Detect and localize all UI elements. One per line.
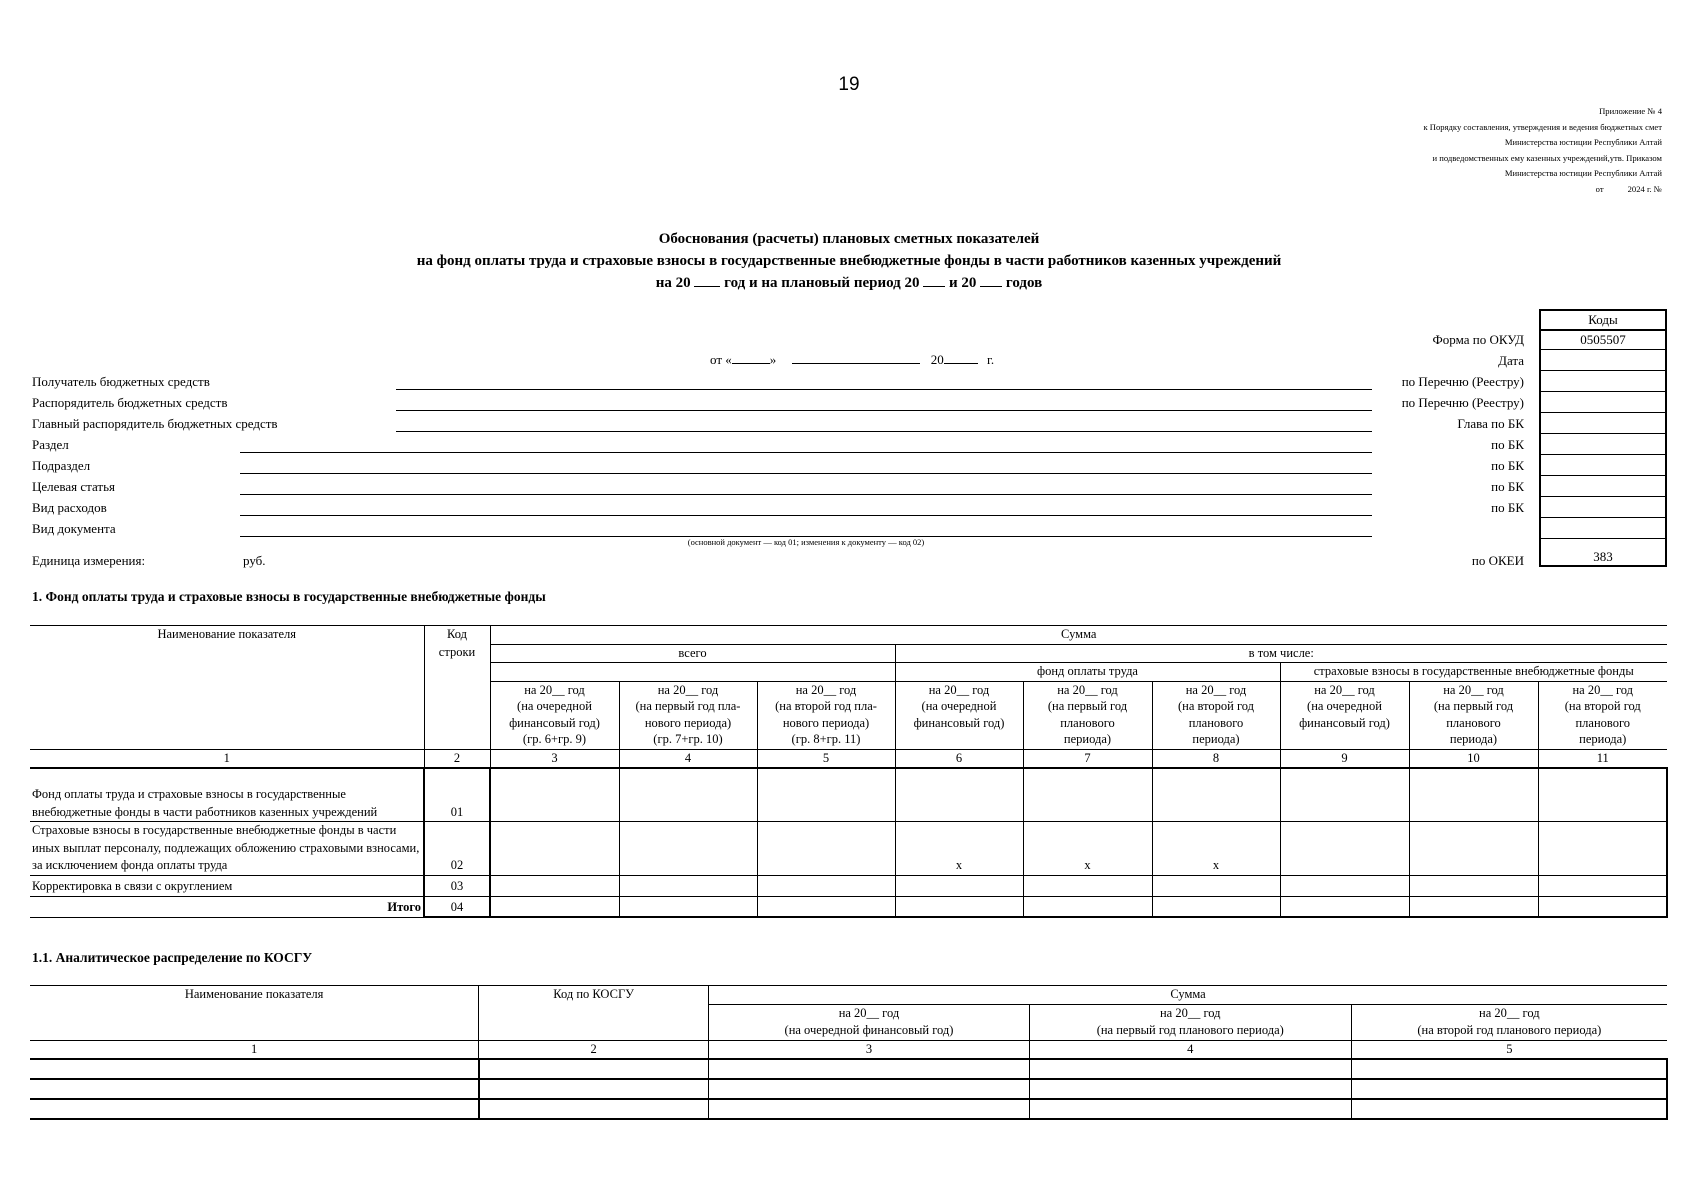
column-header: на 20__ год (на первый год планового периода) [1409,681,1538,749]
column-header: на 20__ год (на очередной финансовый год) [1280,681,1409,749]
value-cell[interactable] [1029,1099,1351,1119]
code-value[interactable] [1540,518,1666,539]
header-fot: фонд оплаты труда [895,663,1280,682]
code-value-okei[interactable]: 383 [1540,539,1666,567]
column-number: 5 [1351,1040,1667,1059]
row-code: 02 [424,822,490,876]
code-label: по Перечню (Реестру) [1401,395,1524,410]
header-sum: Сумма [490,626,1667,645]
header-code: Код строки [424,626,490,750]
section-1-title: 1. Фонд оплаты труда и страховые взносы в государственные внебюджетные фонды [32,589,546,604]
code-label: по ОКЕИ [1471,553,1524,568]
column-number: 3 [709,1040,1030,1059]
value-cell[interactable] [1409,875,1538,896]
column-header-period: (на очередной финансовый год) [709,1022,1030,1040]
value-cell[interactable] [479,1059,709,1079]
column-header: на 20__ год (на первый год планового периода) [1023,681,1152,749]
header-name: Наименование показателя [30,986,479,1041]
column-header: на 20__ год (на очередной финансовый год) (гр. 6+гр. 9) [490,681,619,749]
row-code: 01 [424,768,490,822]
field-label: Получатель бюджетных средств [32,374,210,389]
code-value[interactable] [1540,413,1666,434]
value-cell[interactable] [757,822,895,876]
value-cell[interactable] [1538,896,1667,917]
value-cell[interactable] [1538,822,1667,876]
value-cell[interactable] [479,1079,709,1099]
value-cell[interactable] [895,896,1023,917]
column-number: 2 [479,1040,709,1059]
column-number: 5 [757,749,895,768]
code-label: по БК [1491,458,1524,473]
title-line-3: на 20 год и на плановый период 20 и 20 годов [655,275,1043,291]
table-row [30,875,1667,896]
row-name: Фонд оплаты труда и страховые взносы в государственные внебюджетные фонды в части работников казенных учреждений [30,768,424,822]
value-cell[interactable] [1538,875,1667,896]
value-cell[interactable] [1409,896,1538,917]
appendix-block [1423,104,1662,197]
field-line[interactable] [396,431,1372,432]
code-label: по БК [1491,437,1524,452]
value-cell[interactable] [1152,875,1280,896]
code-value[interactable] [1540,434,1666,455]
value-cell[interactable] [1351,1079,1667,1099]
value-cell[interactable] [709,1059,1030,1079]
title-line-1: Обоснования (расчеты) плановых сметных показателей [658,231,1040,247]
column-number: 4 [1029,1040,1351,1059]
column-number: 6 [895,749,1023,768]
code-label: по БК [1491,500,1524,515]
value-cell[interactable] [1409,768,1538,822]
table-row [30,896,1667,917]
code-label: по Перечню (Реестру) [1401,374,1524,389]
header-name: Наименование показателя [30,626,424,750]
column-header: на 20__ год (на второй год планового периода) [1538,681,1667,749]
field-label: Целевая статья [32,479,116,494]
value-cell[interactable] [1023,896,1152,917]
field-label: Распорядитель бюджетных средств [32,395,228,410]
field-label: Подраздел [32,458,91,473]
table-row [30,1059,1667,1079]
page-number: 19 [838,74,860,95]
value-cell[interactable] [1023,768,1152,822]
value-cell[interactable] [1351,1099,1667,1119]
value-cell[interactable] [709,1079,1030,1099]
code-value[interactable] [1540,350,1666,371]
column-number: 7 [1023,749,1152,768]
value-cell[interactable] [490,768,619,822]
column-number: 11 [1538,749,1667,768]
header-insurance: страховые взносы в государственные внебюджетные фонды [1280,663,1667,682]
column-header-year: на 20__ год [1029,1004,1351,1022]
column-header: на 20__ год (на второй год планового периода) [1152,681,1280,749]
column-header-period: (на первый год планового периода) [1029,1022,1351,1040]
code-label: Дата [1498,353,1524,368]
column-number: 3 [490,749,619,768]
value-cell[interactable] [1152,896,1280,917]
value-cell[interactable]: х [1023,822,1152,876]
column-header: на 20__ год (на первый год пла- нового периода) (гр. 7+гр. 10) [619,681,757,749]
value-cell[interactable] [30,1099,479,1119]
value-cell[interactable] [1152,768,1280,822]
column-header-year: на 20__ год [1351,1004,1667,1022]
value-cell[interactable] [1280,822,1409,876]
column-header: на 20__ год (на очередной финансовый год) [895,681,1023,749]
header-incl: в том числе: [895,644,1667,663]
value-cell[interactable] [1029,1079,1351,1099]
table-row [30,1099,1667,1119]
code-value[interactable] [1540,455,1666,476]
code-label: по БК [1491,479,1524,494]
appendix-line: Министерства юстиции Республики Алтай [1504,137,1662,147]
unit-value: руб. [243,553,266,568]
section-11-title: 1.1. Аналитическое распределение по КОСГУ [32,950,313,965]
value-cell[interactable] [619,875,757,896]
row-name: Корректировка в связи с округлением [30,875,424,896]
value-cell[interactable] [895,768,1023,822]
code-value-okud[interactable]: 0505507 [1540,330,1666,350]
doc-note: (основной документ — код 01; изменения к документу — код 02) [687,537,925,547]
column-number: 1 [30,749,424,768]
document-title [0,228,1698,294]
code-value[interactable] [1540,476,1666,497]
field-line[interactable] [240,473,1372,474]
codes-table [1539,309,1667,567]
value-cell[interactable] [619,896,757,917]
appendix-line: и подведомственных ему казенных учреждений,утв. Приказом [1432,152,1662,163]
field-line[interactable] [396,389,1372,390]
code-value[interactable] [1540,371,1666,392]
date-line: от « » 20 г. [710,352,995,367]
value-cell[interactable] [1538,768,1667,822]
code-label: Форма по ОКУД [1432,332,1524,347]
header-sum: Сумма [709,986,1667,1005]
value-cell[interactable] [709,1099,1030,1119]
row-code: 03 [424,875,490,896]
value-cell[interactable] [1280,896,1409,917]
field-label: Вид расходов [32,500,107,515]
field-line[interactable] [240,515,1372,516]
column-number: 9 [1280,749,1409,768]
table-row [30,822,1667,876]
appendix-order-line: от 2024 г. № [1595,183,1662,194]
value-cell[interactable] [757,875,895,896]
value-cell[interactable] [490,896,619,917]
unit-label: Единица измерения: [32,553,146,568]
section-1-table [30,625,1668,918]
table-row [30,1079,1667,1099]
value-cell[interactable] [1280,875,1409,896]
value-cell[interactable] [757,896,895,917]
value-cell[interactable]: х [895,822,1023,876]
value-cell[interactable] [1029,1059,1351,1079]
field-line[interactable] [396,410,1372,411]
column-header: на 20__ год (на второй год пла- нового периода) (гр. 8+гр. 11) [757,681,895,749]
codes-header: Коды [1540,310,1666,330]
column-number: 1 [30,1040,479,1059]
value-cell[interactable] [1351,1059,1667,1079]
code-label: Глава по БК [1457,416,1524,431]
column-number: 8 [1152,749,1280,768]
appendix-line: Министерства юстиции Республики Алтай [1504,168,1662,178]
field-label: Вид документа [32,521,116,536]
code-value[interactable] [1540,392,1666,413]
header-kosgu: Код по КОСГУ [479,986,709,1041]
column-number: 10 [1409,749,1538,768]
value-cell[interactable] [490,875,619,896]
column-number: 2 [424,749,490,768]
header-total: всего [490,644,895,663]
column-header-year: на 20__ год [709,1004,1030,1022]
value-cell[interactable] [490,822,619,876]
value-cell[interactable]: х [1152,822,1280,876]
field-line[interactable] [240,494,1372,495]
column-number: 4 [619,749,757,768]
code-value[interactable] [1540,497,1666,518]
value-cell[interactable] [757,768,895,822]
row-name: Страховые взносы в государственные внебюджетные фонды в части иных выплат персоналу, подлежащих обложению страховыми взносами, за исключением фонда оплаты труда [30,822,424,876]
value-cell[interactable] [1280,768,1409,822]
section-11-table [30,985,1668,1120]
value-cell[interactable] [619,822,757,876]
value-cell[interactable] [1023,875,1152,896]
value-cell[interactable] [895,875,1023,896]
title-line-2: на фонд оплаты труда и страховые взносы в государственные внебюджетные фонды в части работников казенных учреждений [416,253,1282,269]
appendix-line: к Порядку составления, утверждения и ведения бюджетных смет [1423,121,1662,132]
value-cell[interactable] [619,768,757,822]
field-label: Главный распорядитель бюджетных средств [32,416,278,431]
table-row [30,768,1667,822]
field-line[interactable] [240,452,1372,453]
row-name: Итого [30,896,424,917]
value-cell[interactable] [479,1099,709,1119]
column-header-period: (на второй год планового периода) [1351,1022,1667,1040]
value-cell[interactable] [30,1079,479,1099]
value-cell[interactable] [1409,822,1538,876]
value-cell[interactable] [30,1059,479,1079]
appendix-line: Приложение № 4 [1599,106,1662,116]
field-label: Раздел [32,437,69,452]
row-code: 04 [424,896,490,917]
